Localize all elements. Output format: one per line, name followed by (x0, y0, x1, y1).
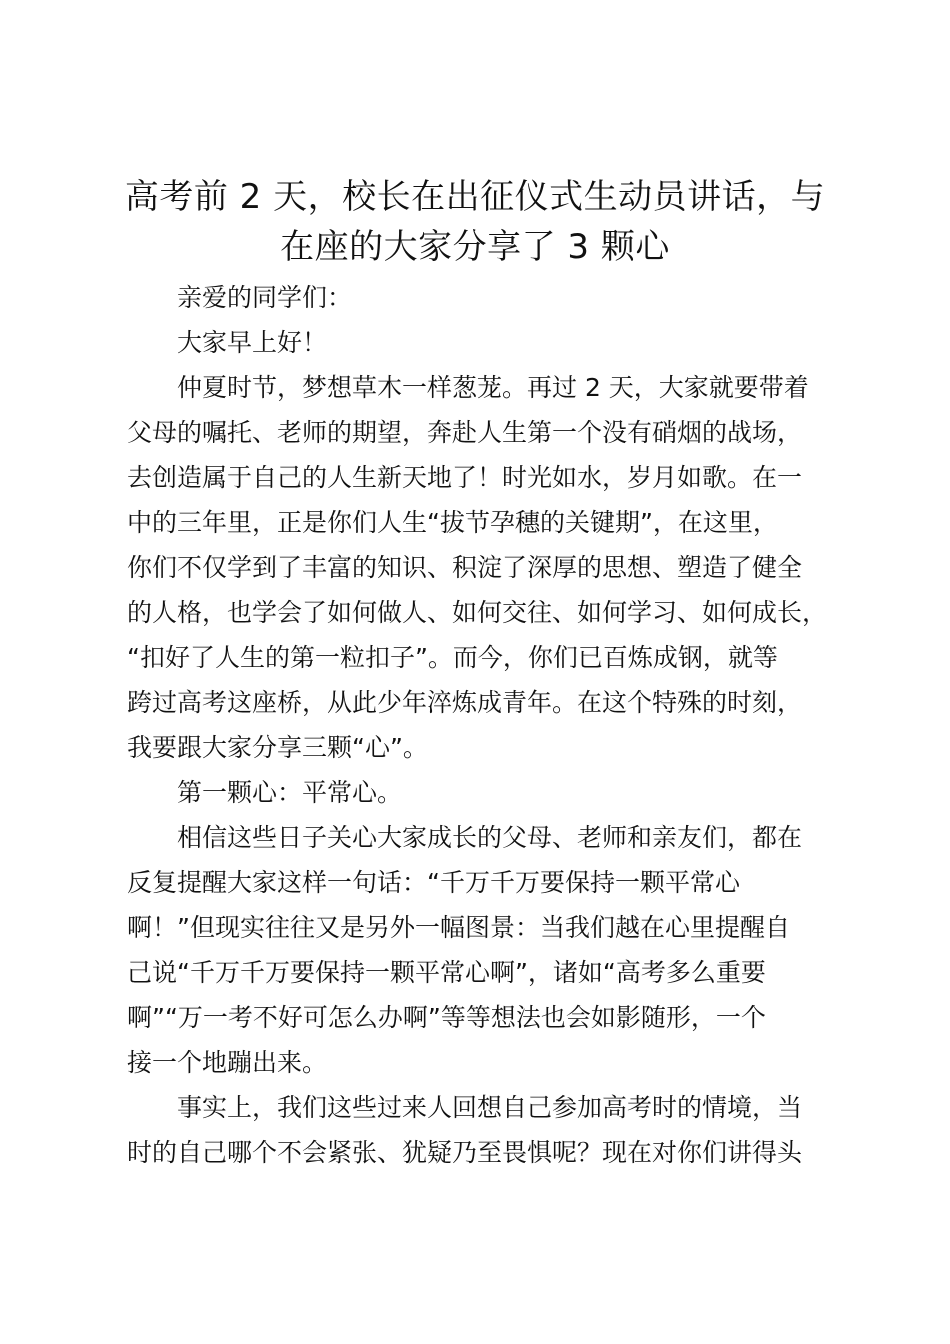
section-heading-1: 第一颗心：平常心。 (177, 778, 403, 807)
paragraph-1-line-8: 跨过高考这座桥，从此少年淬炼成青年。在这个特殊的时刻， (127, 688, 803, 717)
paragraph-2-line-4: 己说“千万千万要保持一颗平常心啊”，诸如“高考多么重要 (127, 958, 766, 987)
paragraph-1-line-4: 中的三年里，正是你们人生“拔节孕穗的关键期”，在这里， (127, 508, 778, 537)
title-line-2: 在座的大家分享了 3 颗心 (280, 227, 670, 267)
paragraph-1-line-3: 去创造属于自己的人生新天地了！时光如水，岁月如歌。在一 (127, 463, 803, 492)
paragraph-2-line-1: 相信这些日子关心大家成长的父母、老师和亲友们，都在 (177, 823, 803, 852)
paragraph-2-line-6: 接一个地蹦出来。 (127, 1048, 328, 1077)
paragraph-1-line-7: “扣好了人生的第一粒扣子”。而今，你们已百炼成钢，就等 (127, 643, 778, 672)
salutation: 亲爱的同学们： (177, 283, 353, 312)
paragraph-3-line-2: 时的自己哪个不会紧张、犹疑乃至畏惧呢？现在对你们讲得头 (127, 1138, 803, 1167)
title-line-1: 高考前 2 天，校长在出征仪式生动员讲话，与 (124, 177, 826, 217)
paragraph-2-line-2: 反复提醒大家这样一句话：“千万千万要保持一颗平常心 (127, 868, 740, 897)
document-title (100, 172, 850, 272)
paragraph-1-line-2: 父母的嘱托、老师的期望，奔赴人生第一个没有硝烟的战场， (127, 418, 803, 447)
paragraph-1-line-1: 仲夏时节，梦想草木一样葱茏。再过 2 天，大家就要带着 (177, 373, 809, 402)
paragraph-1-line-6: 的人格，也学会了如何做人、如何交往、如何学习、如何成长， (127, 598, 828, 627)
greeting: 大家早上好！ (177, 328, 328, 357)
paragraph-3-line-1: 事实上，我们这些过来人回想自己参加高考时的情境，当 (177, 1093, 803, 1122)
paragraph-1-line-9: 我要跟大家分享三颗“心”。 (127, 733, 428, 762)
paragraph-2-line-5: 啊”“万一考不好可怎么办啊”等等想法也会如影随形，一个 (127, 1003, 766, 1032)
paragraph-1-line-5: 你们不仅学到了丰富的知识、积淀了深厚的思想、塑造了健全 (127, 553, 803, 582)
paragraph-2-line-3: 啊！”但现实往往又是另外一幅图景：当我们越在心里提醒自 (127, 913, 790, 942)
